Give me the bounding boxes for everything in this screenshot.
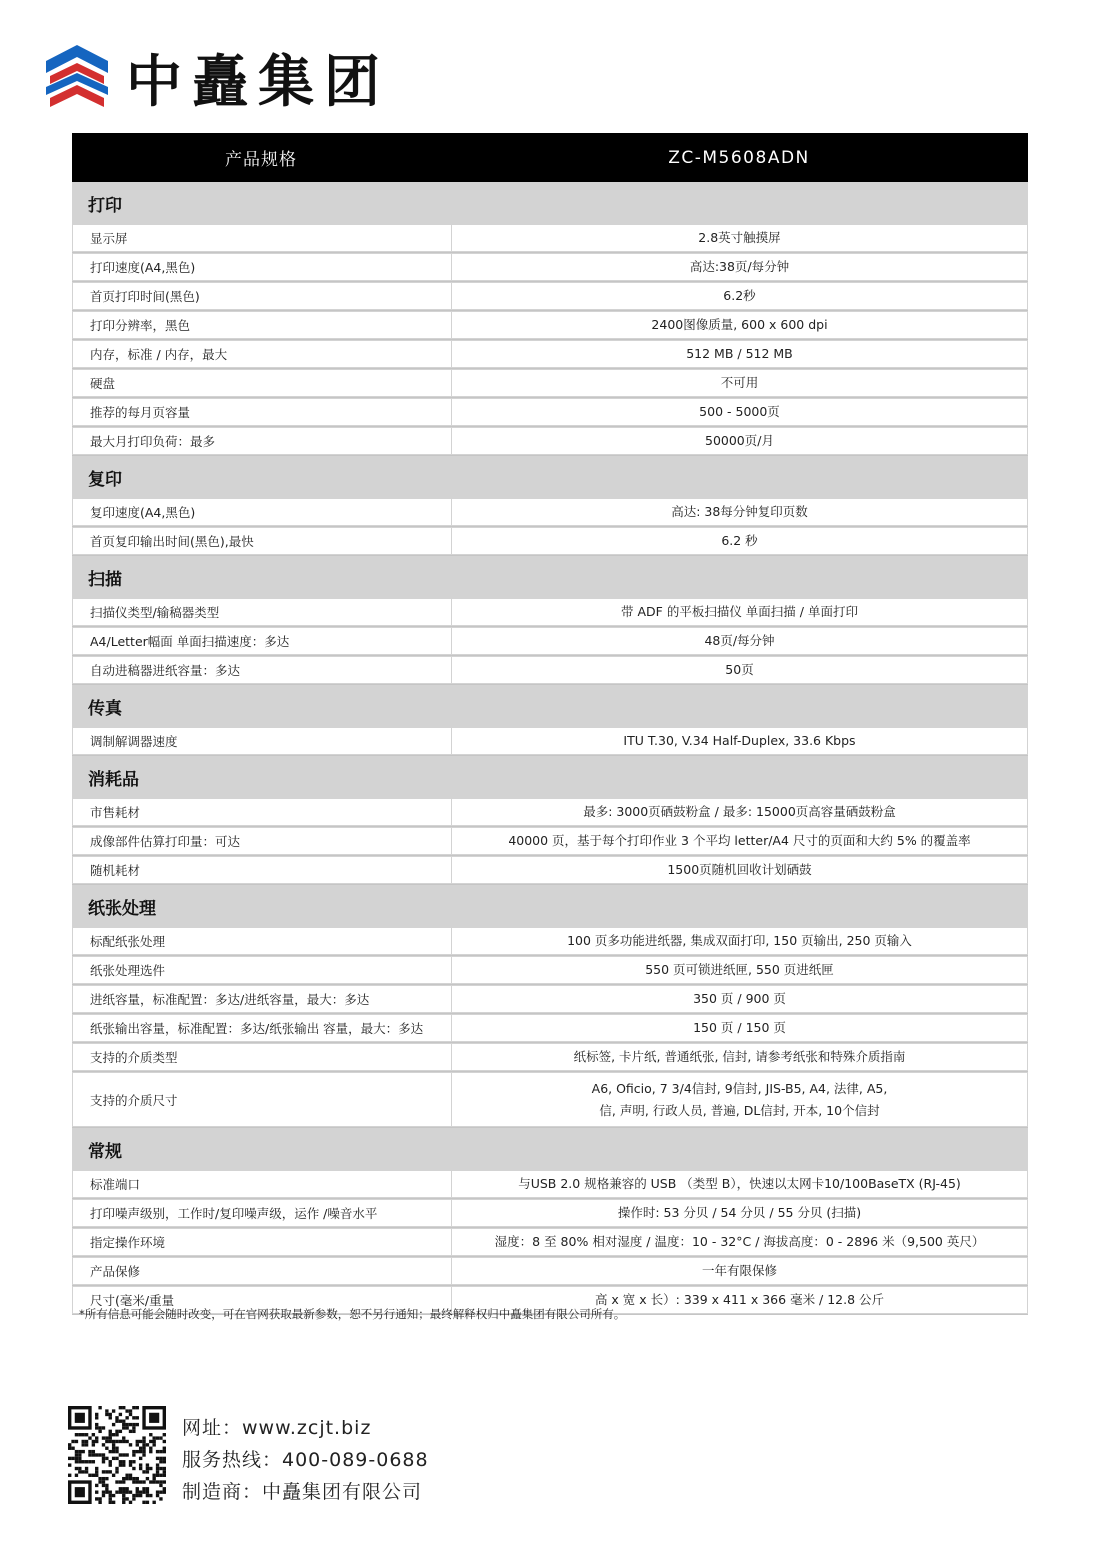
model-name: ZC-M5608ADN xyxy=(668,147,810,168)
spec-value: 6.2秒 xyxy=(452,283,1027,309)
spec-value: 500 - 5000页 xyxy=(452,399,1027,425)
spec-value: 2400图像质量, 600 x 600 dpi xyxy=(452,312,1027,338)
spec-value: 带 ADF 的平板扫描仪 单面扫描 / 单面打印 xyxy=(452,599,1027,625)
spec-value: ITU T.30, V.34 Half-Duplex, 33.6 Kbps xyxy=(452,728,1027,754)
spec-row xyxy=(72,727,1028,756)
spec-key: 支持的介质类型 xyxy=(73,1044,451,1070)
footnote: *所有信息可能会随时改变，可在官网获取最新参数，恕不另行通知；最终解释权归中矗集团有限公司所有。 xyxy=(79,1307,626,1321)
spec-key: 成像部件估算打印量：可达 xyxy=(73,828,451,854)
spec-row xyxy=(72,798,1028,827)
brand-logo-icon xyxy=(42,43,112,113)
spec-value: 高达:38页/每分钟 xyxy=(452,254,1027,280)
spec-key: 调制解调器速度 xyxy=(73,728,451,754)
header-label: 产品规格 xyxy=(225,150,297,170)
spec-key: 纸张输出容量，标准配置：多达/纸张输出 容量，最大：多达 xyxy=(73,1015,451,1041)
section-title: 打印 xyxy=(72,182,1028,224)
spec-value: 湿度：8 至 80% 相对湿度 / 温度：10 - 32°C / 海拔高度：0 - 2896 米（9,500 英尺） xyxy=(452,1229,1027,1255)
spec-row xyxy=(72,956,1028,985)
brand-logo xyxy=(42,38,390,118)
section-title: 扫描 xyxy=(72,556,1028,598)
spec-value: 6.2 秒 xyxy=(452,528,1027,554)
section-title: 复印 xyxy=(72,456,1028,498)
brand-name: 中矗集团 xyxy=(126,49,390,115)
spec-row xyxy=(72,311,1028,340)
spec-row xyxy=(72,1257,1028,1286)
spec-value: 与USB 2.0 规格兼容的 USB （类型 B），快速以太网卡10/100BaseTX (RJ-45) xyxy=(452,1171,1027,1197)
spec-value: 高 x 宽 x 长）: 339 x 411 x 366 毫米 / 12.8 公斤 xyxy=(452,1287,1027,1313)
spec-key: 打印噪声级别，工作时/复印噪声级，运作 /噪音水平 xyxy=(73,1200,451,1226)
spec-row xyxy=(72,1072,1028,1128)
contact-block xyxy=(68,1406,429,1508)
spec-key: 内存，标准 / 内存，最大 xyxy=(73,341,451,367)
spec-row xyxy=(72,340,1028,369)
spec-row xyxy=(72,1014,1028,1043)
spec-value: 纸标签, 卡片纸, 普通纸张, 信封, 请参考纸张和特殊介质指南 xyxy=(452,1044,1027,1070)
spec-value: 50000页/月 xyxy=(452,428,1027,454)
spec-value: 一年有限保修 xyxy=(452,1258,1027,1284)
spec-key: 扫描仪类型/输稿器类型 xyxy=(73,599,451,625)
spec-row xyxy=(72,1043,1028,1072)
spec-row xyxy=(72,656,1028,685)
spec-value-line: A6, Oficio, 7 3/4信封, 9信封, JIS-B5, A4, 法律, A5, xyxy=(591,1080,888,1096)
spec-row xyxy=(72,598,1028,627)
spec-value: 2.8英寸触摸屏 xyxy=(452,225,1027,251)
spec-table xyxy=(72,133,1028,1315)
spec-key: 标配纸张处理 xyxy=(73,928,451,954)
spec-value: 高达: 38每分钟复印页数 xyxy=(452,499,1027,525)
spec-value: 550 页可锁进纸匣, 550 页进纸匣 xyxy=(452,957,1027,983)
spec-value-line: 信, 声明, 行政人员, 普遍, DL信封, 开本, 10个信封 xyxy=(599,1102,880,1118)
spec-key: 随机耗材 xyxy=(73,857,451,883)
spec-row xyxy=(72,427,1028,456)
spec-key: 市售耗材 xyxy=(73,799,451,825)
spec-table-header xyxy=(72,133,1028,182)
spec-key: 纸张处理选件 xyxy=(73,957,451,983)
spec-key: 复印速度(A4,黑色) xyxy=(73,499,451,525)
spec-row xyxy=(72,224,1028,253)
spec-key: 硬盘 xyxy=(73,370,451,396)
spec-key: 标准端口 xyxy=(73,1171,451,1197)
website-text: 网址：www.zcjt.biz xyxy=(182,1417,372,1439)
spec-row xyxy=(72,827,1028,856)
spec-key: 打印分辨率，黑色 xyxy=(73,312,451,338)
spec-value: 50页 xyxy=(452,657,1027,683)
spec-value xyxy=(452,1073,1027,1126)
qr-code-icon xyxy=(68,1406,166,1504)
spec-row xyxy=(72,985,1028,1014)
spec-value: 350 页 / 900 页 xyxy=(452,986,1027,1012)
spec-key: 显示屏 xyxy=(73,225,451,251)
spec-key: A4/Letter幅面 单面扫描速度：多达 xyxy=(73,628,451,654)
spec-value: 100 页多功能进纸器, 集成双面打印, 150 页输出, 250 页输入 xyxy=(452,928,1027,954)
spec-key: 最大月打印负荷：最多 xyxy=(73,428,451,454)
spec-value: 操作时: 53 分贝 / 54 分贝 / 55 分贝 (扫描) xyxy=(452,1200,1027,1226)
section-title: 传真 xyxy=(72,685,1028,727)
spec-key: 产品保修 xyxy=(73,1258,451,1284)
spec-key: 打印速度(A4,黑色) xyxy=(73,254,451,280)
spec-value: 不可用 xyxy=(452,370,1027,396)
spec-row xyxy=(72,398,1028,427)
spec-key: 推荐的每月页容量 xyxy=(73,399,451,425)
spec-value: 512 MB / 512 MB xyxy=(452,341,1027,367)
spec-row xyxy=(72,627,1028,656)
spec-key: 首页复印输出时间(黑色),最快 xyxy=(73,528,451,554)
spec-row xyxy=(72,927,1028,956)
spec-row xyxy=(72,282,1028,311)
spec-row xyxy=(72,1170,1028,1199)
spec-key: 首页打印时间(黑色) xyxy=(73,283,451,309)
spec-key: 支持的介质尺寸 xyxy=(73,1073,451,1126)
spec-row xyxy=(72,498,1028,527)
spec-value: 150 页 / 150 页 xyxy=(452,1015,1027,1041)
spec-value: 48页/每分钟 xyxy=(452,628,1027,654)
spec-value: 最多: 3000页硒鼓粉盒 / 最多: 15000页高容量硒鼓粉盒 xyxy=(452,799,1027,825)
spec-key: 指定操作环境 xyxy=(73,1229,451,1255)
spec-key: 进纸容量，标准配置：多达/进纸容量，最大：多达 xyxy=(73,986,451,1012)
spec-row xyxy=(72,856,1028,885)
spec-row xyxy=(72,1228,1028,1257)
spec-value: 40000 页，基于每个打印作业 3 个平均 letter/A4 尺寸的页面和大约 5% 的覆盖率 xyxy=(452,828,1027,854)
spec-key: 自动进稿器进纸容量：多达 xyxy=(73,657,451,683)
manufacturer-text: 制造商：中矗集团有限公司 xyxy=(182,1481,423,1503)
spec-row xyxy=(72,527,1028,556)
section-title: 消耗品 xyxy=(72,756,1028,798)
spec-row xyxy=(72,253,1028,282)
spec-value: 1500页随机回收计划硒鼓 xyxy=(452,857,1027,883)
section-title: 常规 xyxy=(72,1128,1028,1170)
spec-key: 尺寸(毫米/重量 xyxy=(73,1287,451,1313)
section-title: 纸张处理 xyxy=(72,885,1028,927)
spec-row xyxy=(72,369,1028,398)
hotline-text: 服务热线：400-089-0688 xyxy=(182,1449,429,1471)
spec-row xyxy=(72,1199,1028,1228)
